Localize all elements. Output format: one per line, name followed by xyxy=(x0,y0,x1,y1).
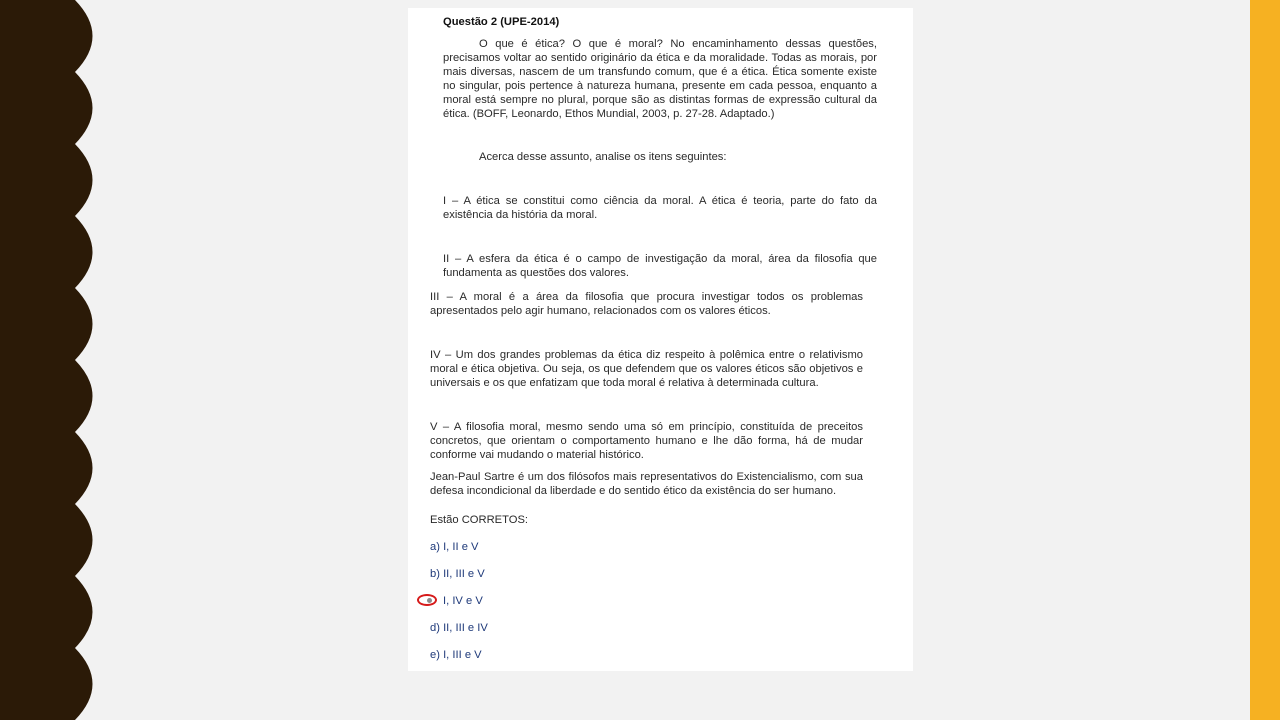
option-d-letter: d) xyxy=(430,622,440,634)
question-title: Questão 2 (UPE-2014) xyxy=(443,16,560,28)
item-ii: II – A esfera da ética é o campo de investigação da moral, área da filosofia que fundamenta as questões dos valores. xyxy=(443,253,877,279)
orange-accent-bar xyxy=(1250,0,1280,720)
option-a[interactable] xyxy=(430,540,479,554)
instruction-text: Acerca desse assunto, analise os itens seguintes: xyxy=(479,151,727,163)
item-iii: III – A moral é a área da filosofia que procura investigar todos os problemas apresentados pelo agir humano, relacionados com os valores éticos. xyxy=(430,291,863,317)
wavy-band-shape xyxy=(0,0,93,720)
sartre-note: Jean-Paul Sartre é um dos filósofos mais representativos do Existencialismo, com sua defesa incondicional da liberdade e do sentido ético da existência do ser humano. xyxy=(430,471,863,497)
document-page xyxy=(408,8,913,671)
option-a-text: I, II e V xyxy=(443,541,479,553)
option-b-text: II, III e V xyxy=(443,568,485,580)
item-v: V – A filosofia moral, mesmo sendo uma só em princípio, constituída de preceitos concretos, que orientam o comportamento humano e lhe dão forma, há de mudar conforme vai mudando o material histórico. xyxy=(430,421,863,461)
answer-prompt: Estão CORRETOS: xyxy=(430,514,529,526)
option-e-text: I, III e V xyxy=(443,649,482,661)
option-c[interactable] xyxy=(443,594,483,608)
option-b[interactable] xyxy=(430,567,485,581)
item-iv: IV – Um dos grandes problemas da ética diz respeito à polêmica entre o relativismo moral e ética objetiva. Ou seja, os que defendem que os valores éticos são objetivos e universais e os que enfatizam que toda moral é relativa à determinada cultura. xyxy=(430,349,863,389)
selected-answer-circle xyxy=(417,594,437,606)
wavy-dark-band xyxy=(0,0,100,720)
item-i: I – A ética se constitui como ciência da moral. A ética é teoria, parte do fato da existência da história da moral. xyxy=(443,195,877,221)
option-c-text: I, IV e V xyxy=(443,595,483,607)
option-d[interactable] xyxy=(430,621,488,635)
option-a-letter: a) xyxy=(430,541,440,553)
intro-paragraph: O que é ética? O que é moral? No encaminhamento dessas questões, precisamos voltar ao sentido originário da ética e da moralidade. Todas as morais, por mais diversas, nascem de um transfundo comum, que é a ética. Ética somente existe no singular, pois pertence à natureza humana, presente em cada pessoa, enquanto a moral está sempre no plural, porque são as distintas formas de expressão cultural da ética. (BOFF, Leonardo, Ethos Mundial, 2003, p. 27-28. Adaptado.) xyxy=(443,38,877,120)
option-e[interactable] xyxy=(430,648,482,662)
option-d-text: II, III e IV xyxy=(443,622,488,634)
option-e-letter: e) xyxy=(430,649,440,661)
option-b-letter: b) xyxy=(430,568,440,580)
